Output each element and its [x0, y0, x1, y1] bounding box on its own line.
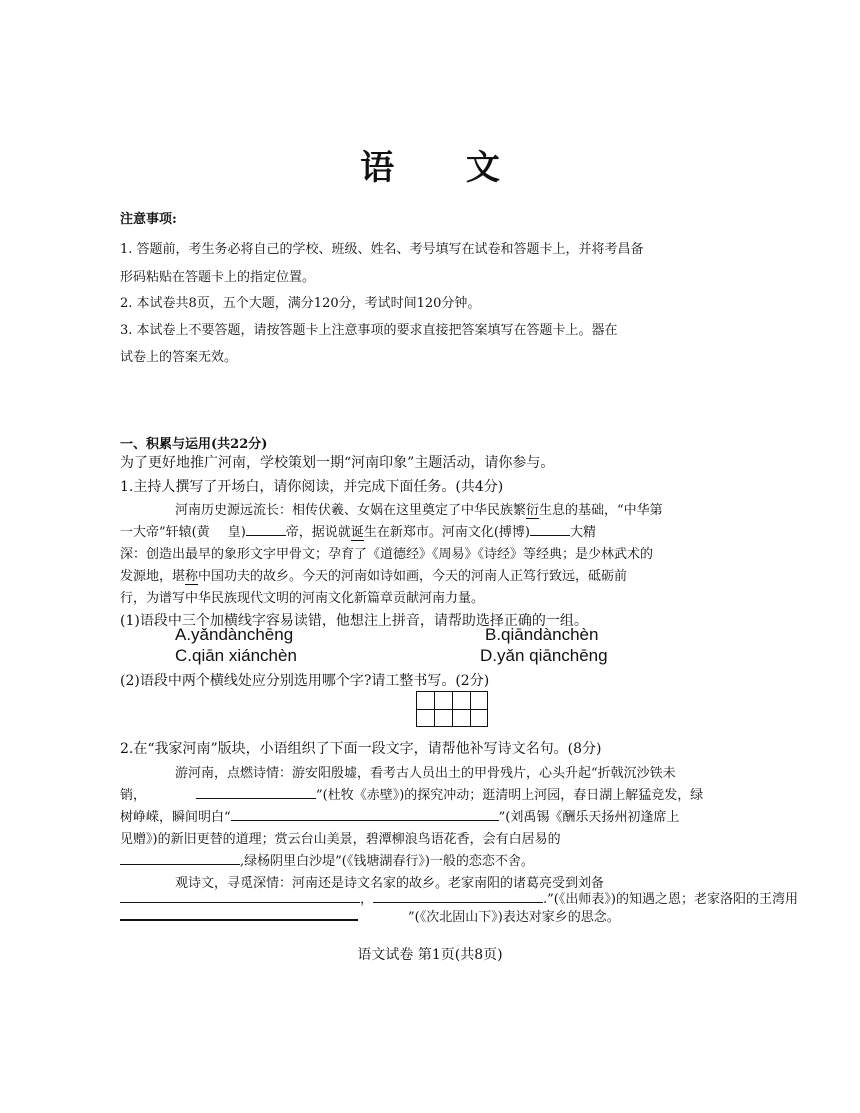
passage-line: ,绿杨阴里白沙堤”(《钱塘湖春行》)一般的恋恋不舍。 [120, 850, 534, 869]
blank-line [373, 902, 543, 903]
sub-question-2: (2)语段中两个横线处应分别选用哪个字?请工整书写。(2分) [120, 673, 490, 689]
blank-line [196, 798, 316, 799]
passage-line: 深：创造出最早的象形文字甲骨文；孕育了《道德经》《周易》《诗经》等经典；是少林武术的 [120, 547, 654, 562]
passage-line: 发源地，堪称中国功夫的故乡。今天的河南如诗如画，今天的河南人正笃行致远，砥砺前 [120, 569, 628, 584]
passage-line: 观诗文，寻觅深情：河南还是诗文名家的故乡。老家南阳的诸葛亮受到刘备 [175, 876, 605, 891]
passage-line: 见赠》)的新旧更替的道理；赏云台山美景，碧潭柳浪鸟语花香，会有白居易的 [120, 832, 561, 847]
section-intro: 为了更好地推广河南，学校策划一期“河南印象”主题活动，请你参与。 [120, 455, 555, 471]
underlined-char: 称 [185, 569, 199, 584]
notice-item: 形码粘贴在答题卡上的指定位置。 [120, 270, 316, 285]
section-heading: 一、积累与运用(共22分) [120, 437, 268, 452]
option-a: A.yǎndànchēng [175, 625, 294, 644]
passage-line: 一大帝”轩辕(黄 皇) 帝，据说就诞生在新郑市。河南文化(搏博) 大精 [120, 525, 596, 540]
sub-question-1: (1)语段中三个加横线字容易读错，他想注上拼音，请帮助选择正确的一组。 [120, 613, 588, 629]
question-1-stem: 1.主持人撰写了开场白，请你阅读，并完成下面任务。(共4分) [120, 479, 504, 495]
option-c: C.qiān xiánchèn [175, 646, 297, 665]
blank-line [120, 902, 360, 903]
passage-line: 销， ”(杜牧《赤壁》)的探究冲动；逛清明上河园，春日湖上解猛竞发，绿 [120, 788, 704, 803]
passage-line: ”(《次北固山下》)表达对家乡的思念。 [120, 906, 620, 925]
page-footer: 语文试卷 第1页(共8页) [357, 947, 503, 963]
passage-line: 行，为谱写中华民族现代文明的河南文化新篇章贡献河南力量。 [120, 591, 485, 606]
notice-item: 试卷上的答案无效。 [120, 350, 238, 365]
passage-line: 河南历史源远流长：相传伏羲、女娲在这里奠定了中华民族繁衍生息的基础，“中华第 [175, 503, 663, 518]
blank-line [530, 535, 570, 536]
underlined-char: 诞 [350, 525, 364, 540]
question-2-stem: 2.在“我家河南”版块，小语组织了下面一段文字，请帮他补写诗文名句。(8分) [120, 741, 602, 757]
option-b: B.qiāndànchèn [485, 625, 599, 644]
notice-heading: 注意事项: [120, 212, 177, 227]
notice-item: 1. 答题前，考生务必将自己的学校、班级、姓名、考号填写在试卷和答题卡上，并将考昌备 [120, 242, 644, 257]
notice-item: 2. 本试卷共8页，五个大题，满分120分，考试时间120分钟。 [120, 296, 481, 311]
passage-line: 树峥嵘，瞬间明白“ ”(刘禹锡《酬乐天扬州初逢席上 [120, 810, 680, 825]
passage-line: ， .”(《出师表》)的知遇之恩；老家洛阳的王湾用 [120, 888, 798, 907]
passage-line: 游河南，点燃诗情：游安阳殷墟，看考古人员出土的甲骨残片，心头升起“折戟沉沙铁未 [175, 766, 676, 781]
writing-grid [416, 691, 488, 727]
notice-item: 3. 本试卷上不要答题，请按答题卡上注意事项的要求直接把答案填写在答题卡上。器在 [120, 323, 618, 338]
blank-line [246, 535, 286, 536]
blank-line [120, 864, 240, 865]
blank-line [231, 820, 499, 821]
blank-line [120, 919, 358, 921]
underlined-char: 衍 [526, 503, 540, 518]
option-d: D.yǎn qiānchēng [480, 646, 608, 665]
page-title: 语 文 [360, 148, 530, 188]
